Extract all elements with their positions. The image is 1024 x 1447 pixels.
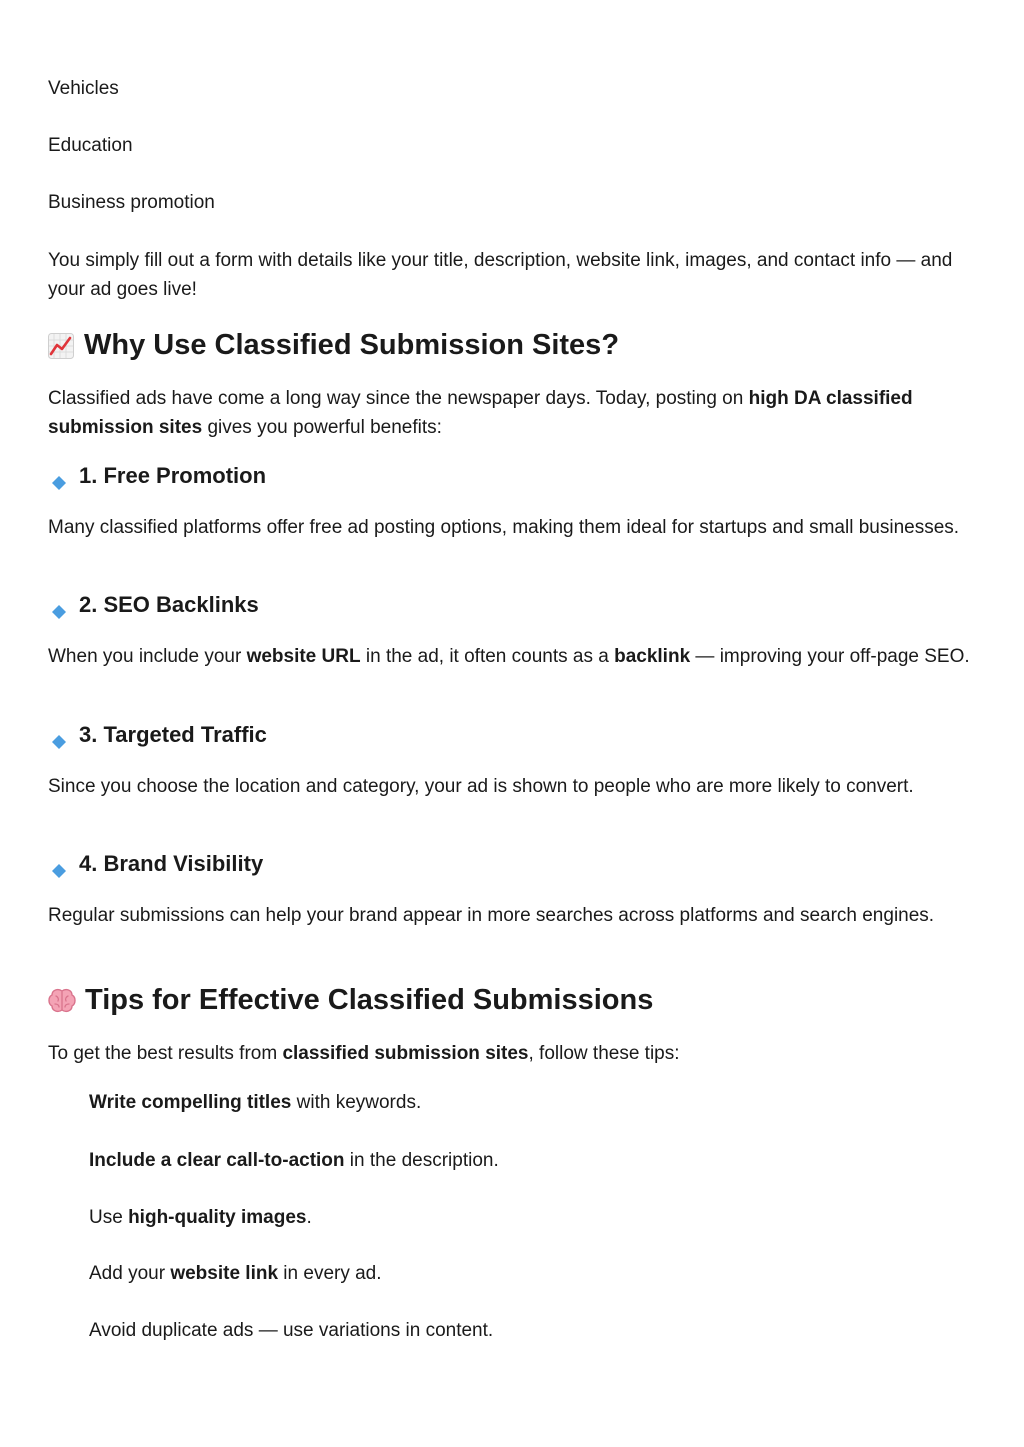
tip-item: Avoid duplicate ads — use variations in content. bbox=[89, 1320, 494, 1341]
tip-item: Use high-quality images. bbox=[89, 1207, 312, 1228]
tip-item: Include a clear call-to-action in the description. bbox=[89, 1150, 499, 1171]
why-paragraph: Classified ads have come a long way since the newspaper days. Today, posting on high DA classified submission sites gives you powerful benefits: bbox=[48, 388, 913, 438]
brain-icon bbox=[48, 987, 76, 1013]
benefit-heading-3: 3. Targeted Traffic bbox=[48, 721, 267, 749]
benefit-text-1: Many classified platforms offer free ad posting options, making them ideal for startups and small businesses. bbox=[48, 517, 960, 538]
tip-item: Add your website link in every ad. bbox=[89, 1263, 382, 1284]
blue-diamond-icon bbox=[52, 598, 66, 612]
blue-diamond-icon bbox=[52, 728, 66, 742]
tips-heading bbox=[48, 982, 653, 1018]
benefit-text-2: When you include your website URL in the ad, it often counts as a backlink — improving your off-page SEO. bbox=[48, 646, 970, 667]
benefit-text-4: Regular submissions can help your brand appear in more searches across platforms and search engines. bbox=[48, 905, 935, 926]
tips-heading-text: Tips for Effective Classified Submissions bbox=[85, 984, 654, 1016]
blue-diamond-icon bbox=[52, 469, 66, 483]
tip-item: Write compelling titles with keywords. bbox=[89, 1092, 422, 1113]
benefit-heading-1: 1. Free Promotion bbox=[48, 462, 266, 490]
chart-increasing-icon bbox=[48, 332, 74, 358]
benefit-heading-2: 2. SEO Backlinks bbox=[48, 591, 259, 619]
benefit-heading-4: 4. Brand Visibility bbox=[48, 850, 263, 878]
list-item-vehicles: Vehicles bbox=[48, 78, 119, 99]
why-heading-text: Why Use Classified Submission Sites? bbox=[84, 329, 620, 361]
tips-intro: To get the best results from classified submission sites, follow these tips: bbox=[48, 1043, 680, 1064]
list-item-education: Education bbox=[48, 135, 133, 156]
blue-diamond-icon bbox=[52, 857, 66, 871]
benefit-text-3: Since you choose the location and category, your ad is shown to people who are more likely to convert. bbox=[48, 776, 914, 797]
why-heading bbox=[48, 327, 619, 363]
list-item-business-promotion: Business promotion bbox=[48, 192, 215, 213]
intro-paragraph: You simply fill out a form with details like your title, description, website link, images, and contact info — and your ad goes live! bbox=[48, 250, 953, 300]
